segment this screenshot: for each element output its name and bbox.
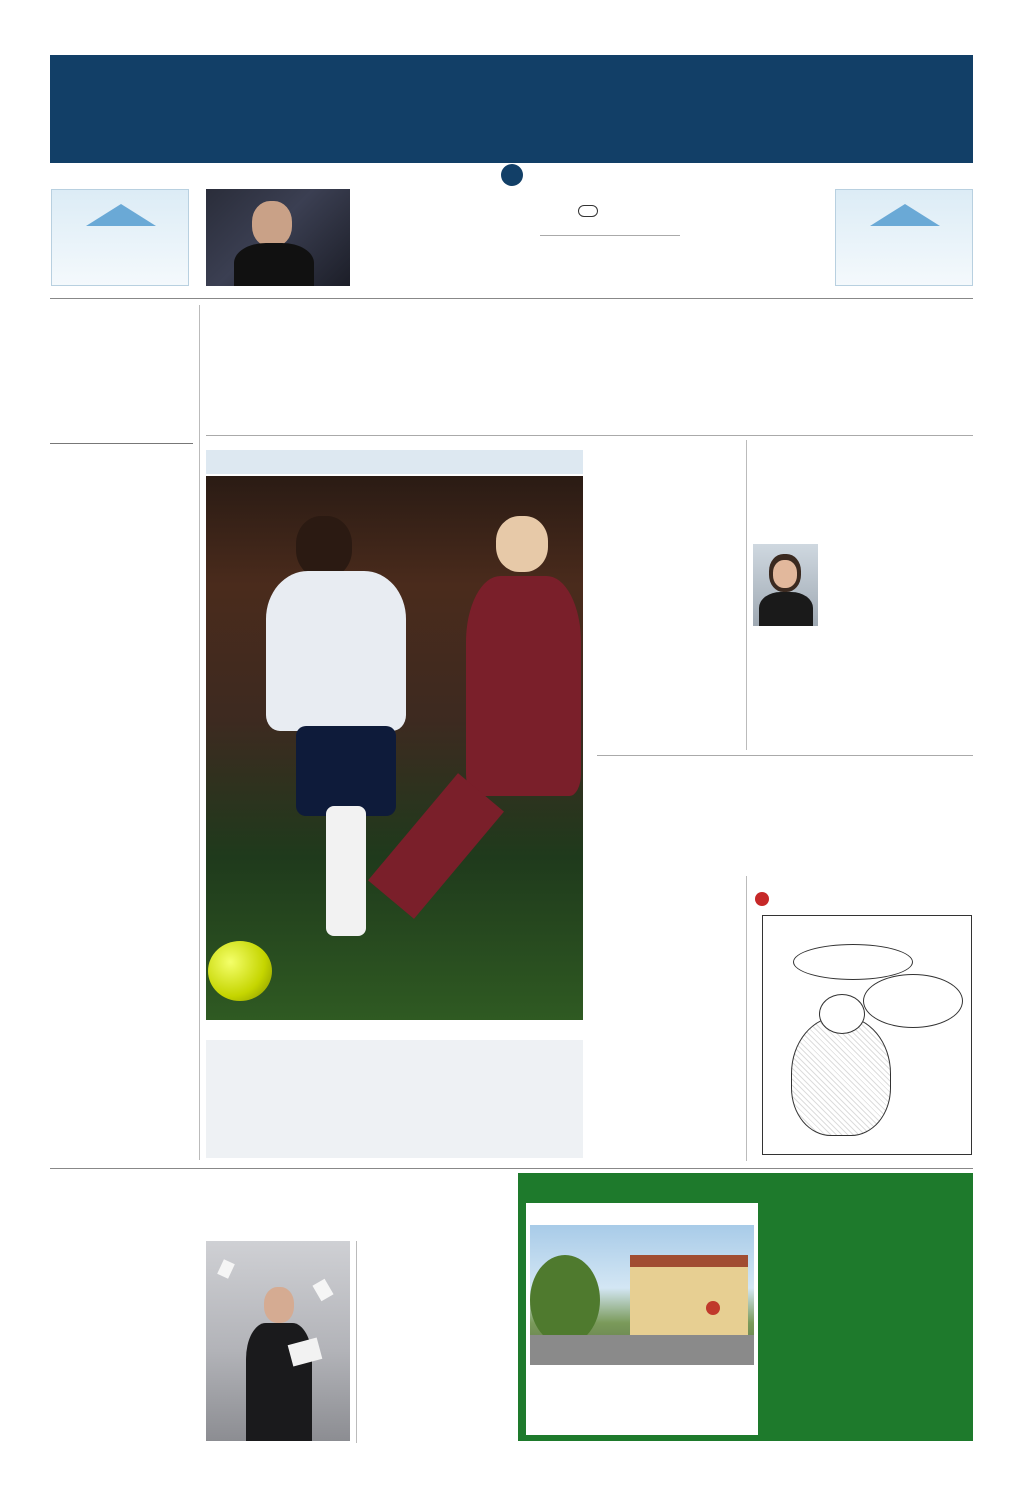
furbatto-listing: [526, 1203, 758, 1435]
air-chart: [688, 229, 810, 285]
mito-body: [51, 1264, 194, 1266]
bear-icon: [791, 1016, 891, 1136]
omicidio-body: [597, 876, 740, 878]
santanna-ad-right[interactable]: [835, 189, 973, 286]
weather-box: [540, 189, 680, 286]
giannelli-dot-icon: [755, 892, 769, 906]
cloud-icon: [578, 205, 598, 217]
schlein-body-top: [827, 545, 973, 547]
masthead-badge-icon: [501, 164, 523, 186]
schlein-photo: [753, 544, 818, 626]
mountain-icon: [870, 204, 940, 226]
ball-icon: [208, 941, 272, 1001]
furbatto-ad[interactable]: [518, 1173, 973, 1441]
allegri-photo: [206, 189, 350, 286]
sport-header: [206, 450, 583, 474]
sport-box: [206, 1040, 583, 1158]
mountain-icon: [86, 204, 156, 226]
match-photo: [206, 476, 583, 1020]
cartoon-frame: [762, 915, 972, 1155]
forecast-days: [540, 235, 680, 275]
festa-body: [57, 452, 191, 1147]
air-box: [688, 205, 810, 285]
santanna-ad-left[interactable]: [51, 189, 189, 286]
building-photo: [530, 1225, 754, 1365]
masthead: [50, 55, 973, 163]
campogrande-photo: [206, 1241, 350, 1441]
